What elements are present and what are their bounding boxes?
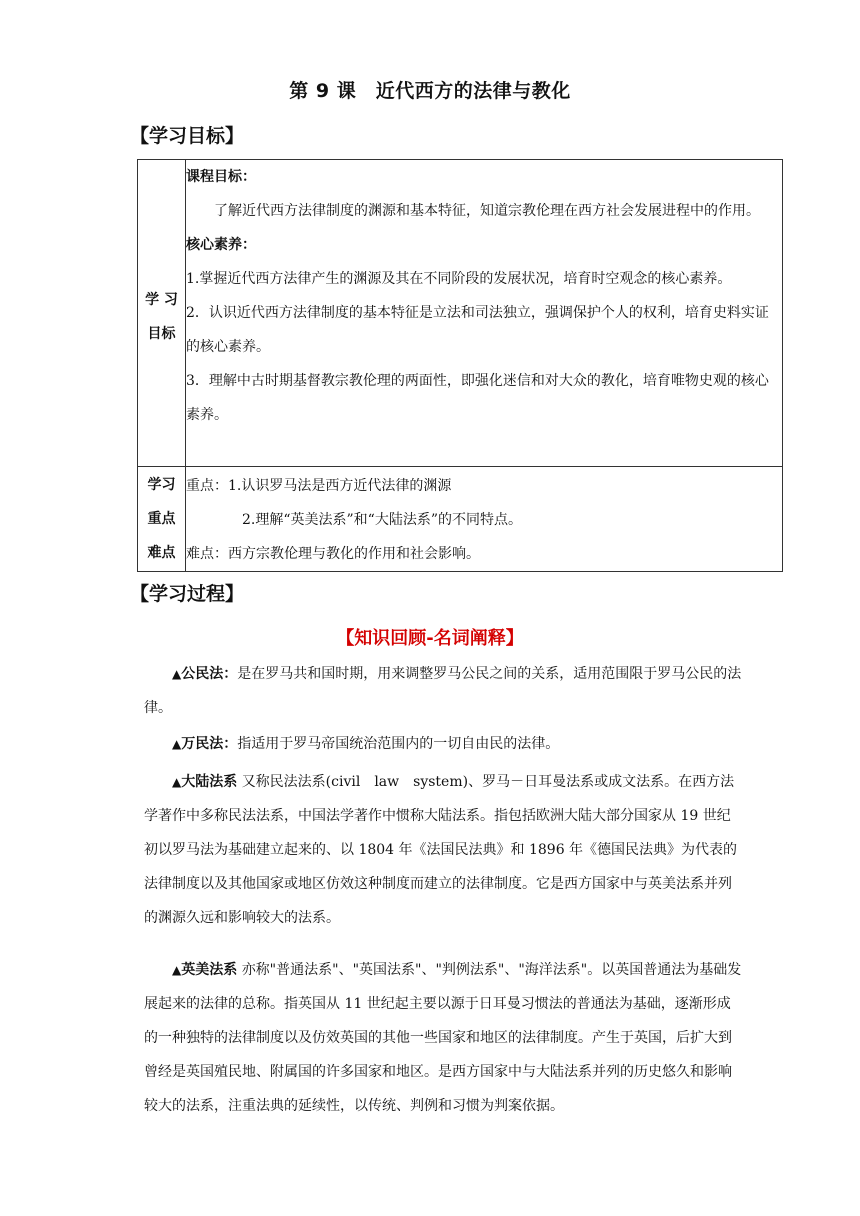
triangle-bullet-icon: ▲ <box>172 667 182 681</box>
term-text: 又称民法法系(civil law system)、罗马－日耳曼法系或成文法系。在西方法学著作中多称民法法系，中国法学著作中惯称大陆法系。指包括欧洲大陆大部分国家从 19 世纪初以罗马法为基础建立起来的、以 1804 年《法国民法典》和 1896 年《德国民法典》为代表的法律制度以及其他国家或地区仿效这种制度而建立的法律制度。它是西方国家中与英美法系并列的渊源久远和影响较大的法系。 <box>144 774 738 926</box>
course-goal-text: 了解近代西方法律制度的渊源和基本特征，知道宗教伦理在西方社会发展进程中的作用。 <box>214 203 760 219</box>
focus-label-line1: 学习 <box>147 477 176 493</box>
focus-label-line3: 难点 <box>147 545 176 561</box>
goal-label-line1: 学 习 <box>145 292 178 308</box>
triangle-bullet-icon: ▲ <box>172 775 182 789</box>
focus-point-1: 重点：1.认识罗马法是西方近代法律的渊源 <box>186 478 452 494</box>
term-name: 大陆法系 <box>181 774 238 790</box>
section-heading-process: 【学习过程】 <box>130 583 245 605</box>
core-item: 1.掌握近代西方法律产生的渊源及其在不同阶段的发展状况，培育时空观念的核心素养。 <box>186 271 732 287</box>
term-name: 英美法系 <box>181 962 238 978</box>
goal-label-cell <box>138 160 186 467</box>
goals-table <box>137 159 783 572</box>
core-item: 3．理解中古时期基督教宗教伦理的两面性，即强化迷信和对大众的教化，培育唯物史观的核心素养。 <box>186 373 769 423</box>
term-text: 是在罗马共和国时期，用来调整罗马公民之间的关系，适用范围限于罗马公民的法律。 <box>144 666 742 716</box>
focus-content-cell <box>186 467 783 572</box>
term-paragraph <box>144 953 744 1123</box>
focus-label-cell <box>138 467 186 572</box>
goal-label-line2: 目标 <box>147 326 176 342</box>
term-text: 亦称"普通法系"、"英国法系"、"判例法系"、"海洋法系"。以英国普通法为基础发展起来的法律的总称。指英国从 11 世纪起主要以源于日耳曼习惯法的普通法为基础，逐渐形成的一种独特的法律制度以及仿效英国的其他一些国家和地区的法律制度。产生于英国，后扩大到曾经是英国殖民地、附属国的许多国家和地区。是西方国家中与大陆法系并列的历史悠久和影响较大的法系，注重法典的延续性，以传统、判例和习惯为判案依据。 <box>144 962 742 1114</box>
review-heading: 【知识回顾-名词阐释】 <box>336 628 524 649</box>
section-heading-goals: 【学习目标】 <box>130 125 245 147</box>
term-paragraph <box>144 657 744 725</box>
focus-point-2: 2.理解“英美法系”和“大陆法系”的不同特点。 <box>242 512 522 528</box>
focus-label-line2: 重点 <box>147 511 176 527</box>
course-goal-title: 课程目标： <box>186 169 256 185</box>
goal-content-cell <box>186 160 783 467</box>
term-text: 指适用于罗马帝国统治范围内的一切自由民的法律。 <box>237 736 560 752</box>
triangle-bullet-icon: ▲ <box>172 963 182 977</box>
term-name: 万民法： <box>181 736 238 752</box>
core-item: 2．认识近代西方法律制度的基本特征是立法和司法独立，强调保护个人的权利，培育史料实证的核心素养。 <box>186 305 769 355</box>
difficulty-point: 难点：西方宗教伦理与教化的作用和社会影响。 <box>186 546 480 562</box>
term-name: 公民法： <box>181 666 238 682</box>
core-title: 核心素养： <box>186 237 256 253</box>
term-paragraph <box>144 765 744 935</box>
term-paragraph <box>144 727 744 761</box>
triangle-bullet-icon: ▲ <box>172 737 182 751</box>
lesson-title: 第 9 课 近代西方的法律与教化 <box>289 80 571 102</box>
